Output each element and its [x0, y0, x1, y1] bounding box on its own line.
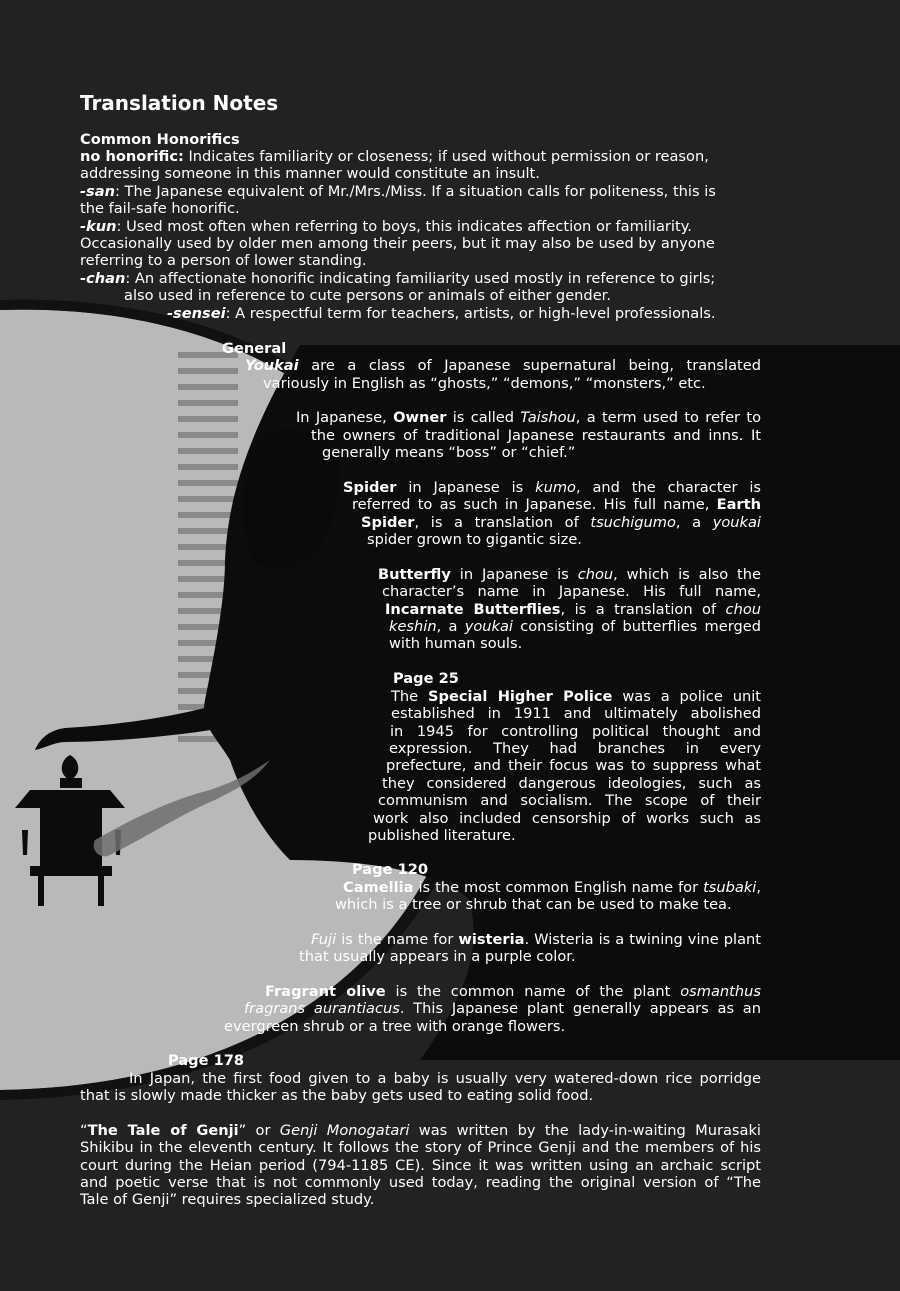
butterfly-note-line3: Incarnate Butterflies, is a translation of chou	[385, 601, 761, 618]
spider-note-line1: Spider in Japanese is kumo, and the character is	[343, 479, 761, 496]
term: -sensei	[167, 305, 226, 322]
page25-line8: work also included censorship of works such as	[373, 810, 761, 827]
definition: : An affectionate honorific indicating familiarity used mostly in reference to girls;	[125, 270, 716, 287]
page25-line7: communism and socialism. The scope of their	[378, 792, 761, 809]
spider-note-line3: Spider, is a translation of tsuchigumo, a youkai	[361, 514, 761, 531]
page25-line2: established in 1911 and ultimately abolished	[391, 705, 761, 722]
honorific-chan-cont: also used in reference to cute persons or animals of either gender.	[124, 287, 611, 304]
page25-line9: published literature.	[368, 827, 516, 844]
genji-note-line5: Tale of Genji” requires specialized study.	[80, 1191, 375, 1208]
owner-note-line2: the owners of traditional Japanese restaurants and inns. It	[311, 427, 761, 444]
camellia-note-line2: which is a tree or shrub that can be used to make tea.	[335, 896, 732, 913]
fuji-note-line2: that usually appears in a purple color.	[299, 948, 576, 965]
term: -kun	[80, 218, 117, 235]
butterfly-note-line1: Butterfly in Japanese is chou, which is also the	[378, 566, 761, 583]
food-note-line2: that is slowly made thicker as the baby gets used to eating solid food.	[80, 1087, 594, 1104]
youkai-note-line1: Youkai are a class of Japanese supernatural being, translated	[245, 357, 761, 374]
term: -san	[80, 183, 115, 200]
camellia-note-line1: Camellia is the most common English name for tsubaki,	[343, 879, 761, 896]
fuji-note-line1: Fuji is the name for wisteria. Wisteria is a twining vine plant	[311, 931, 761, 948]
olive-note-line1: Fragrant olive is the common name of the plant osmanthus	[265, 983, 761, 1000]
honorific-chan	[80, 270, 715, 287]
owner-note-line1: In Japanese, Owner is called Taishou, a term used to refer to	[296, 409, 762, 426]
genji-note-line2: Shikibu in the eleventh century. It follows the story of Prince Genji and the members of his	[80, 1139, 761, 1156]
butterfly-note-line2: character’s name in Japanese. His full name,	[382, 583, 761, 600]
genji-note-line1: “The Tale of Genji” or Genji Monogatari was written by the lady-in-waiting Murasaki	[80, 1122, 761, 1139]
term: no honorific:	[80, 148, 184, 165]
owner-note-line3: generally means “boss” or “chief.”	[322, 444, 576, 461]
general-heading: General	[222, 340, 287, 357]
honorific-none	[80, 148, 709, 165]
page25-line5: prefecture, and their focus was to suppress what	[386, 757, 761, 774]
page178-heading: Page 178	[168, 1052, 245, 1069]
honorific-san	[80, 183, 716, 200]
term: -chan	[80, 270, 126, 287]
page25-line1: The Special Higher Police was a police unit	[391, 688, 761, 705]
page-title: Translation Notes	[80, 91, 279, 115]
definition: : The Japanese equivalent of Mr./Mrs./Miss. If a situation calls for politeness, this is	[114, 183, 716, 200]
definition: : Used most often when referring to boys, this indicates affection or familiarity.	[116, 218, 692, 235]
spider-note-line2: referred to as such in Japanese. His full name, Earth	[352, 496, 761, 513]
honorific-kun	[80, 218, 692, 235]
olive-note-line3: evergreen shrub or a tree with orange flowers.	[224, 1018, 566, 1035]
honorific-sensei	[167, 305, 716, 322]
youkai-note-line2: variously in English as “ghosts,” “demons,” “monsters,” etc.	[263, 375, 706, 392]
page25-line4: expression. They had branches in every	[389, 740, 761, 757]
butterfly-note-line4: keshin, a youkai consisting of butterflies merged	[389, 618, 761, 635]
genji-note-line3: court during the Heian period (794-1185 CE). Since it was written using an archaic script	[80, 1157, 761, 1174]
honorific-san-cont: the fail-safe honorific.	[80, 200, 240, 217]
spider-note-line4: spider grown to gigantic size.	[367, 531, 582, 548]
page25-line6: they considered dangerous ideologies, such as	[382, 775, 761, 792]
page120-heading: Page 120	[352, 861, 429, 878]
butterfly-note-line5: with human souls.	[389, 635, 523, 652]
honorific-none-cont: addressing someone in this manner would constitute an insult.	[80, 165, 540, 182]
definition: : A respectful term for teachers, artists, or high-level professionals.	[225, 305, 716, 322]
page25-heading: Page 25	[393, 670, 459, 687]
genji-note-line4: and poetic verse that is not commonly used today, reading the original version of “The	[80, 1174, 761, 1191]
olive-note-line2: fragrans aurantiacus. This Japanese plant generally appears as an	[244, 1000, 761, 1017]
page25-line3: in 1945 for controlling political thought and	[390, 723, 761, 740]
definition: Indicates familiarity or closeness; if used without permission or reason,	[183, 148, 709, 165]
food-note-line1: In Japan, the first food given to a baby is usually very watered-down rice porridge	[129, 1070, 761, 1087]
honorific-kun-cont1: Occasionally used by older men among their peers, but it may also be used by anyone	[80, 235, 715, 252]
honorifics-heading: Common Honorifics	[80, 131, 240, 148]
honorific-kun-cont2: referring to a person of lower standing.	[80, 252, 367, 269]
